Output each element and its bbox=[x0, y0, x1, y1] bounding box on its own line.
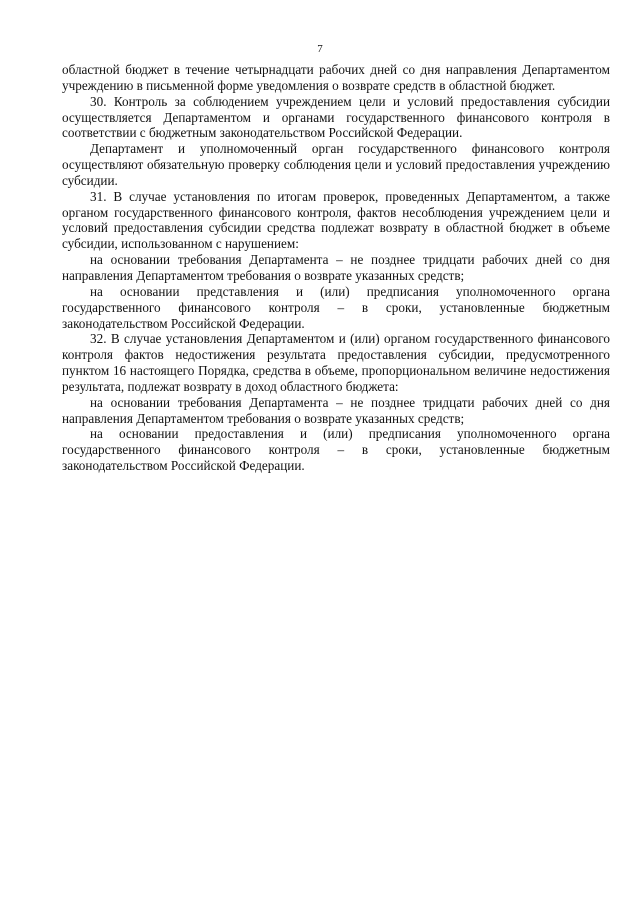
paragraph-continuation: областной бюджет в течение четырнадцати рабочих дней со дня направления Департаментом учреждению в письменной форме уведомления о возврате средств в областной бюджет. bbox=[62, 62, 610, 93]
paragraph-mandatory-check: Департамент и уполномоченный орган государственного финансового контроля осуществляют обязательную проверку соблюдения цели и условий предоставления учреждению субсидии. bbox=[62, 141, 610, 188]
paragraph-32-order: на основании предоставления и (или) предписания уполномоченного органа государственного финансового контроля – в сроки, установленные бюджетным законодательством Российской Федерации. bbox=[62, 426, 610, 474]
paragraph-31: 31. В случае установления по итогам проверок, проведенных Департаментом, а также органом государственного финансового контроля, фактов несоблюдения учреждением цели и условий предоставления субсидии средства подлежат возврату в областной бюджет в объеме субсидии, использованном с нарушением: bbox=[62, 188, 610, 252]
paragraph-31-requirement: на основании требования Департамента – не позднее тридцати рабочих дней со дня направления Департаментом требования о возврате указанных средств; bbox=[62, 252, 610, 283]
paragraph-30: 30. Контроль за соблюдением учреждением цели и условий предоставления субсидии осуществляется Департаментом и органами государственного финансового контроля в соответствии с бюджетным законодательством Российской Федерации. bbox=[62, 93, 610, 141]
document-body bbox=[62, 62, 610, 474]
paragraph-31-order: на основании представления и (или) предписания уполномоченного органа государственного финансового контроля – в сроки, установленные бюджетным законодательством Российской Федерации. bbox=[62, 283, 610, 331]
paragraph-32: 32. В случае установления Департаментом и (или) органом государственного финансового контроля фактов недостижения результата предоставления субсидии, предусмотренного пунктом 16 настоящего Порядка, средства в объеме, пропорциональном величине недостижения результата, подлежат возврату в доход областного бюджета: bbox=[62, 331, 610, 394]
page-number: 7 bbox=[317, 43, 323, 55]
paragraph-32-requirement: на основании требования Департамента – не позднее тридцати рабочих дней со дня направления Департаментом требования о возврате указанных средств; bbox=[62, 394, 610, 426]
